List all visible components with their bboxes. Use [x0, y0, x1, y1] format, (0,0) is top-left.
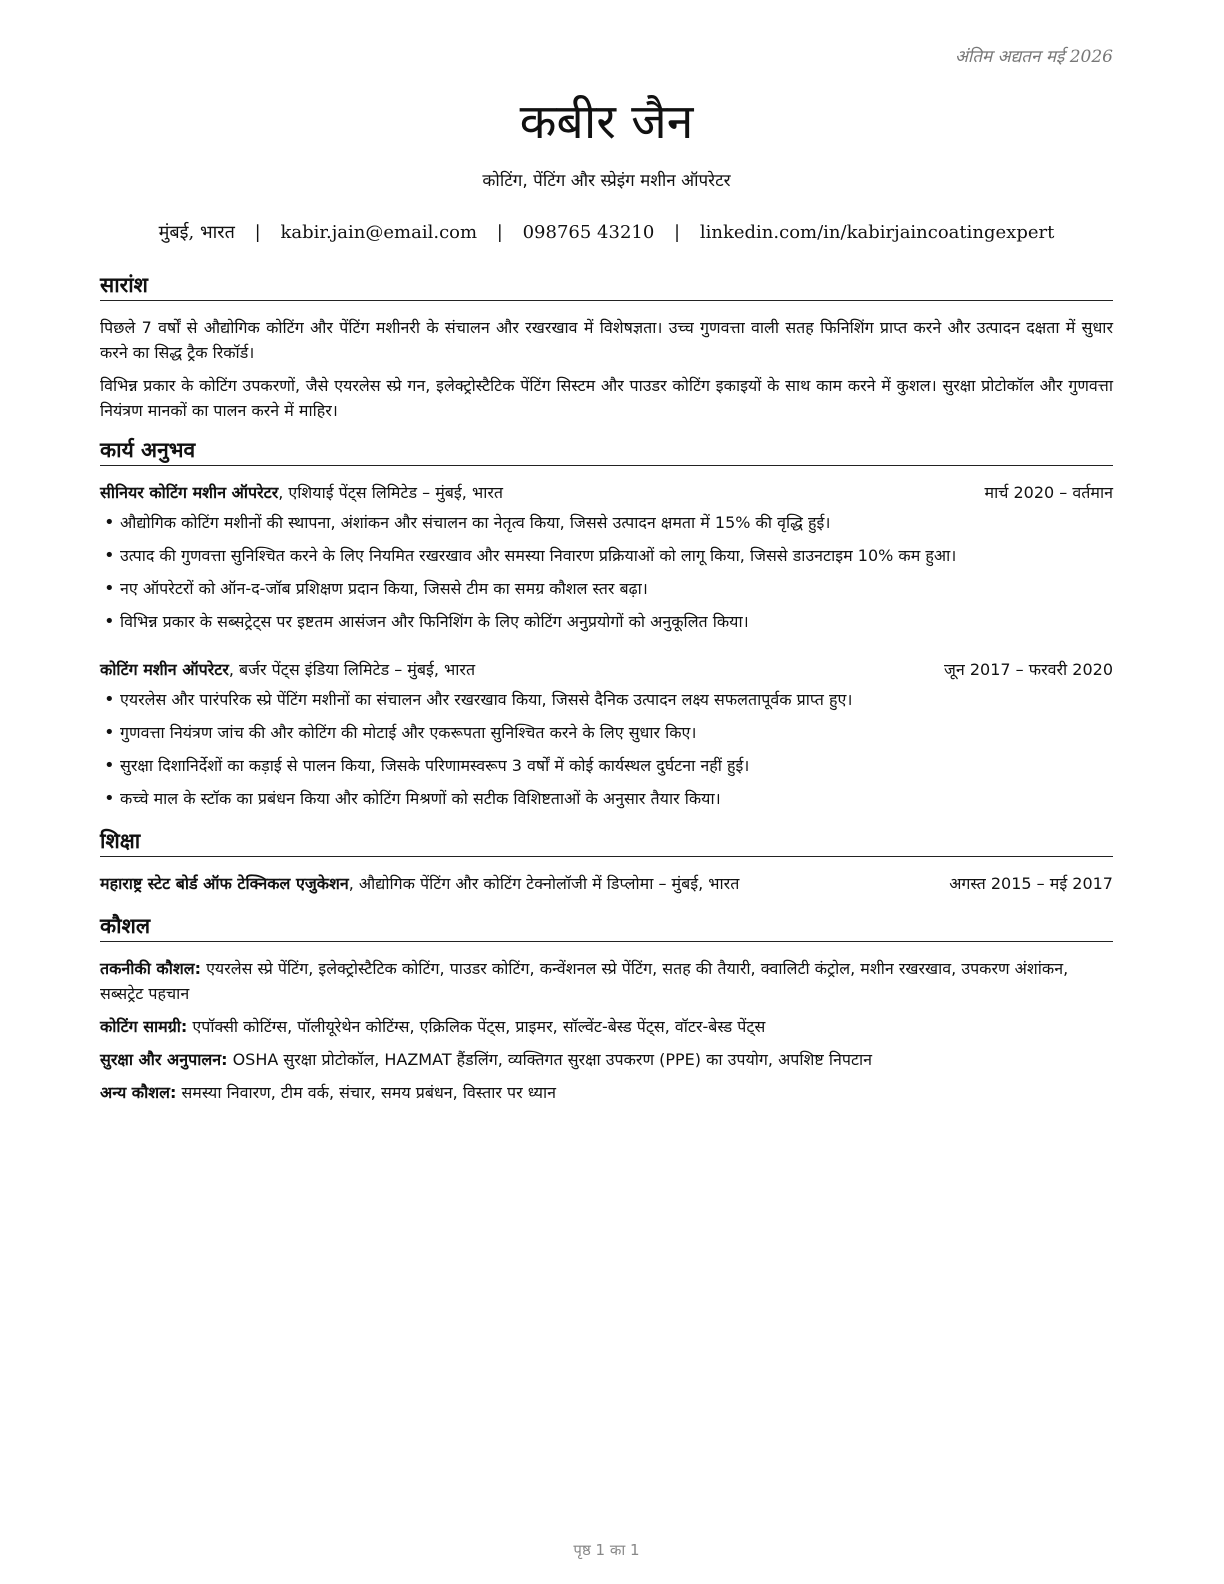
- job-entry: [100, 480, 1113, 635]
- contact-linkedin[interactable]: linkedin.com/in/kabirjaincoatingexpert: [699, 222, 1055, 243]
- page-number: पृष्ठ 1 का 1: [573, 1541, 640, 1559]
- contact-phone: 098765 43210: [522, 222, 655, 243]
- skill-label: तकनीकी कौशल:: [100, 959, 201, 978]
- job-bullet: • विभिन्न प्रकार के सब्सट्रेट्स पर इष्टतम आसंजन और फिनिशिंग के लिए कोटिंग अनुप्रयोगों को अनुकूलित किया।: [100, 609, 1113, 635]
- section-title-summary: सारांश: [100, 272, 1113, 301]
- contact-separator: |: [254, 222, 261, 243]
- job-company: , बर्जर पेंट्स इंडिया लिमिटेड – मुंबई, भारत: [228, 660, 476, 679]
- skill-group: [100, 1047, 1113, 1072]
- job-title-line: [100, 657, 475, 683]
- job-role: कोटिंग मशीन ऑपरेटर: [100, 660, 229, 679]
- contact-location: मुंबई, भारत: [158, 222, 235, 243]
- education-section: [100, 828, 1113, 897]
- education-dates: अगस्त 2015 – मई 2017: [949, 874, 1113, 893]
- job-bullet: • सुरक्षा दिशानिर्देशों का कड़ाई से पालन किया, जिसके परिणामस्वरूप 3 वर्षों में कोई कार्यस्थल दुर्घटना नहीं हुई।: [100, 753, 1113, 779]
- skill-group: [100, 1014, 1113, 1039]
- skill-label: सुरक्षा और अनुपालन:: [100, 1050, 228, 1069]
- summary-paragraph: पिछले 7 वर्षों से औद्योगिक कोटिंग और पेंटिंग मशीनरी के संचालन और रखरखाव में विशेषज्ञता। उच्च गुणवत्ता वाली सतह फिनिशिंग प्राप्त करने और उत्पादन दक्षता में सुधार करने का सिद्ध ट्रैक रिकॉर्ड।: [100, 318, 1113, 362]
- resume-page: [100, 40, 1113, 1559]
- job-dates: मार्च 2020 – वर्तमान: [984, 483, 1113, 502]
- contact-separator: |: [674, 222, 681, 243]
- job-bullets: [100, 687, 1113, 812]
- job-bullet: • नए ऑपरेटरों को ऑन-द-जॉब प्रशिक्षण प्रदान किया, जिससे टीम का समग्र कौशल स्तर बढ़ा।: [100, 576, 1113, 602]
- last-updated: अंतिम अद्यतन मई 2026: [954, 47, 1113, 67]
- education-detail: , औद्योगिक पेंटिंग और कोटिंग टेक्नोलॉजी में डिप्लोमा – मुंबई, भारत: [348, 874, 740, 893]
- skill-group: [100, 956, 1113, 1006]
- skill-group: [100, 1080, 1113, 1105]
- job-company: , एशियाई पेंट्स लिमिटेड – मुंबई, भारत: [278, 483, 504, 502]
- skill-text: एयरलेस स्प्रे पेंटिंग, इलेक्ट्रोस्टैटिक कोटिंग, पाउडर कोटिंग, कन्वेंशनल स्प्रे पेंटिंग, सतह की तैयारी, क्वालिटी कंट्रोल, मशीन रखरखाव, उपकरण अंशांकन, सब्सट्रेट पहचान: [100, 959, 1069, 1003]
- job-role: सीनियर कोटिंग मशीन ऑपरेटर: [100, 483, 279, 502]
- skill-text: OSHA सुरक्षा प्रोटोकॉल, HAZMAT हैंडलिंग, व्यक्तिगत सुरक्षा उपकरण (PPE) का उपयोग, अपशिष्ट निपटान: [227, 1050, 873, 1069]
- skill-label: कोटिंग सामग्री:: [100, 1017, 188, 1036]
- job-header: [100, 657, 1113, 683]
- job-header: [100, 480, 1113, 506]
- education-entry: [100, 871, 1113, 897]
- skill-text: समस्या निवारण, टीम वर्क, संचार, समय प्रबंधन, विस्तार पर ध्यान: [176, 1083, 557, 1102]
- job-bullet: • उत्पाद की गुणवत्ता सुनिश्चित करने के लिए नियमित रखरखाव और समस्या निवारण प्रक्रियाओं को लागू किया, जिससे डाउनटाइम 10% कम हुआ।: [100, 543, 1113, 569]
- skill-text: एपॉक्सी कोटिंग्स, पॉलीयूरेथेन कोटिंग्स, एक्रिलिक पेंट्स, प्राइमर, सॉल्वेंट-बेस्ड पेंट्स, वॉटर-बेस्ड पेंट्स: [187, 1017, 766, 1036]
- section-title-skills: कौशल: [100, 913, 1113, 942]
- candidate-name: कबीर जैन: [519, 94, 694, 150]
- job-bullet: • गुणवत्ता नियंत्रण जांच की और कोटिंग की मोटाई और एकरूपता सुनिश्चित करने के लिए सुधार किए।: [100, 720, 1113, 746]
- contact-line: [100, 220, 1113, 244]
- section-title-experience: कार्य अनुभव: [100, 437, 1113, 466]
- candidate-tagline: कोटिंग, पेंटिंग और स्प्रेइंग मशीन ऑपरेटर: [482, 171, 731, 191]
- section-title-education: शिक्षा: [100, 828, 1113, 857]
- job-title-line: [100, 480, 503, 506]
- job-bullets: [100, 510, 1113, 635]
- contact-separator: |: [496, 222, 503, 243]
- experience-section: [100, 437, 1113, 812]
- summary-paragraph: विभिन्न प्रकार के कोटिंग उपकरणों, जैसे एयरलेस स्प्रे गन, इलेक्ट्रोस्टैटिक पेंटिंग सिस्टम और पाउडर कोटिंग इकाइयों के साथ काम करने में कुशल। सुरक्षा प्रोटोकॉल और गुणवत्ता नियंत्रण मानकों का पालन करने में माहिर।: [100, 376, 1113, 420]
- education-institution: महाराष्ट्र स्टेट बोर्ड ऑफ टेक्निकल एजुकेशन: [100, 874, 349, 893]
- resume-content: [100, 272, 1113, 1115]
- summary-section: [100, 272, 1113, 423]
- job-bullet: • कच्चे माल के स्टॉक का प्रबंधन किया और कोटिंग मिश्रणों को सटीक विशिष्टताओं के अनुसार तैयार किया।: [100, 786, 1113, 812]
- skills-section: [100, 913, 1113, 1105]
- skill-label: अन्य कौशल:: [100, 1083, 177, 1102]
- job-bullet: • औद्योगिक कोटिंग मशीनों की स्थापना, अंशांकन और संचालन का नेतृत्व किया, जिससे उत्पादन क्षमता में 15% की वृद्धि हुई।: [100, 510, 1113, 536]
- job-dates: जून 2017 – फरवरी 2020: [944, 660, 1113, 679]
- contact-email[interactable]: kabir.jain@email.com: [280, 222, 478, 243]
- job-entry: [100, 657, 1113, 812]
- education-line: [100, 871, 739, 897]
- job-bullet: • एयरलेस और पारंपरिक स्प्रे पेंटिंग मशीनों का संचालन और रखरखाव किया, जिससे दैनिक उत्पादन लक्ष्य सफलतापूर्वक प्राप्त हुए।: [100, 687, 1113, 713]
